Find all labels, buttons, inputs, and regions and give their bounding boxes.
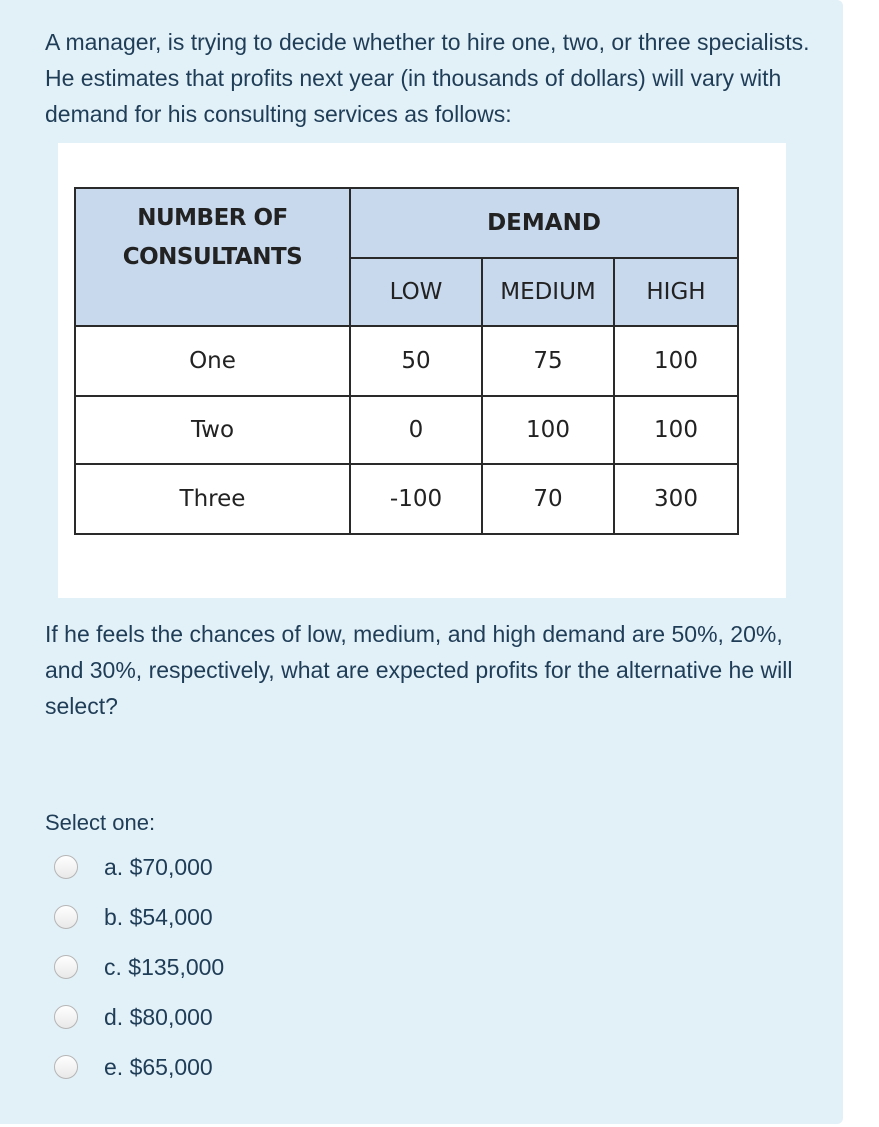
profit-table (74, 187, 739, 535)
answer-option-label[interactable]: b. $54,000 (104, 904, 213, 930)
answer-option-d[interactable] (54, 1000, 224, 1050)
cell-high: 300 (614, 464, 738, 534)
radio-button[interactable] (54, 905, 78, 929)
answer-option-label[interactable]: e. $65,000 (104, 1054, 213, 1080)
header-corner-line-1: NUMBER OF (137, 205, 288, 231)
question-intro: A manager, is trying to decide whether to hire one, two, or three specialists. He estimates that profits next year (in thousands of dollars) will vary with demand for his consulting services as follows: (45, 29, 810, 127)
table-row (75, 464, 738, 534)
answer-options (54, 850, 224, 1100)
cell-medium: 100 (482, 396, 614, 464)
answer-option-b[interactable] (54, 900, 224, 950)
radio-button[interactable] (54, 855, 78, 879)
answer-option-label[interactable]: a. $70,000 (104, 854, 213, 880)
cell-medium: 75 (482, 326, 614, 396)
answer-option-label[interactable]: d. $80,000 (104, 1004, 213, 1030)
header-number-of-consultants (75, 188, 350, 326)
table-row (75, 326, 738, 396)
answer-option-e[interactable] (54, 1050, 224, 1100)
select-one-label: Select one: (45, 810, 156, 835)
answer-option-label[interactable]: c. $135,000 (104, 954, 225, 980)
row-label: One (75, 326, 350, 396)
cell-low: 50 (350, 326, 482, 396)
cell-low: -100 (350, 464, 482, 534)
header-medium: MEDIUM (482, 258, 614, 326)
header-low: LOW (350, 258, 482, 326)
radio-button[interactable] (54, 1055, 78, 1079)
answer-option-c[interactable] (54, 950, 224, 1000)
cell-high: 100 (614, 396, 738, 464)
row-label: Three (75, 464, 350, 534)
radio-button[interactable] (54, 1005, 78, 1029)
radio-button[interactable] (54, 955, 78, 979)
cell-medium: 70 (482, 464, 614, 534)
header-high: HIGH (614, 258, 738, 326)
answer-option-a[interactable] (54, 850, 224, 900)
cell-high: 100 (614, 326, 738, 396)
table-image-panel (58, 143, 786, 598)
row-label: Two (75, 396, 350, 464)
table-row (75, 396, 738, 464)
header-demand: DEMAND (350, 188, 738, 258)
header-corner-line-2: CONSULTANTS (122, 244, 303, 270)
cell-low: 0 (350, 396, 482, 464)
question-prompt: If he feels the chances of low, medium, and high demand are 50%, 20%, and 30%, respectively, what are expected profits for the alternative he will select? (45, 621, 793, 719)
